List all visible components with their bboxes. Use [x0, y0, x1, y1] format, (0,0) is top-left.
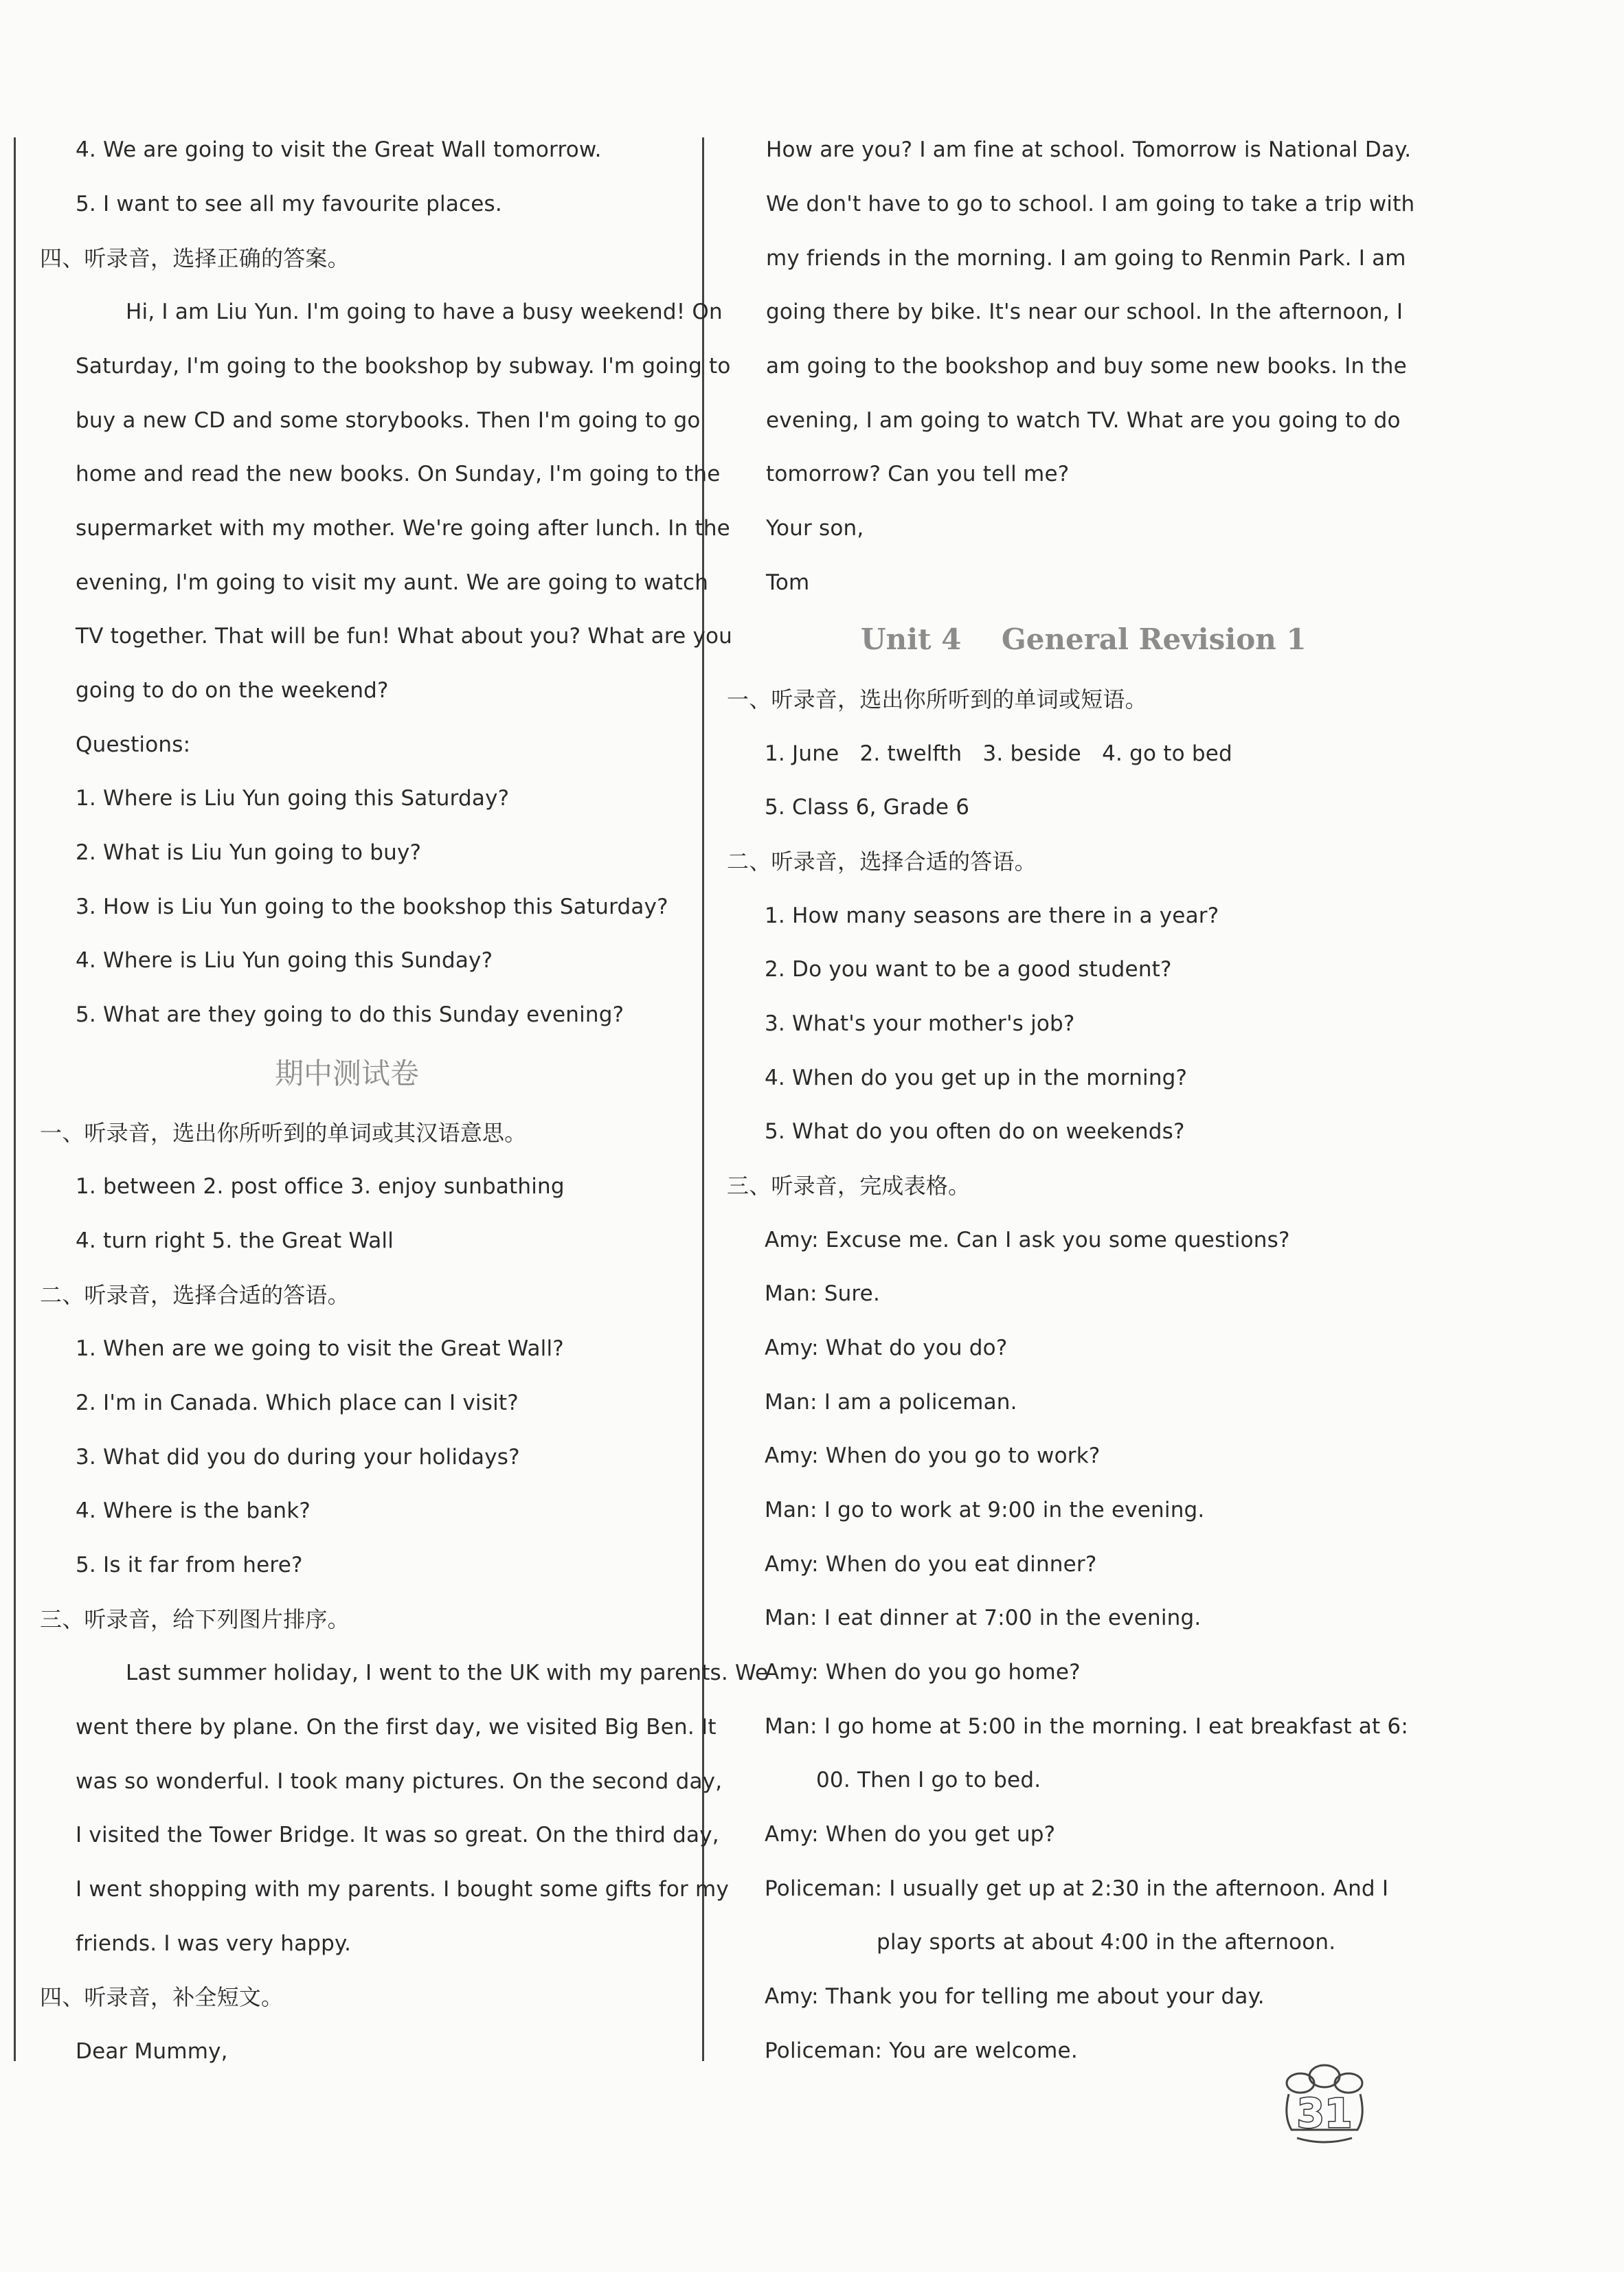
text-line: am going to the bookshop and buy some new books. In the — [766, 354, 1407, 379]
text-line: going there by bike. It's near our school. In the afternoon, I — [766, 300, 1403, 324]
text-line: Your son, — [766, 516, 864, 541]
text-line: 4. turn right 5. the Great Wall — [76, 1228, 394, 1253]
text-line: 3. How is Liu Yun going to the bookshop this Saturday? — [76, 895, 668, 919]
text-line: Saturday, I'm going to the bookshop by subway. I'm going to — [76, 354, 731, 379]
page-number: 31 — [1296, 2090, 1353, 2137]
text-line: Amy: When do you go home? — [765, 1660, 1081, 1685]
text-line: my friends in the morning. I am going to Renmin Park. I am — [766, 246, 1406, 271]
text-line: 3. What did you do during your holidays? — [76, 1445, 520, 1470]
text-line: 1. June 2. twelfth 3. beside 4. go to bed — [765, 741, 1232, 766]
text-line: Amy: Thank you for telling me about your day. — [765, 1984, 1265, 2009]
text-line: going to do on the weekend? — [76, 678, 389, 703]
section-heading: 四、听录音，补全短文。 — [40, 1984, 284, 2010]
text-line: 1. between 2. post office 3. enjoy sunbathing — [76, 1174, 565, 1199]
text-line: 00. Then I go to bed. — [816, 1768, 1041, 1792]
text-line: Amy: When do you get up? — [765, 1822, 1056, 1847]
text-line: 2. I'm in Canada. Which place can I visit? — [76, 1391, 519, 1415]
text-line: tomorrow? Can you tell me? — [766, 462, 1070, 486]
text-line: Man: I go home at 5:00 in the morning. I eat breakfast at 6: — [765, 1714, 1408, 1739]
text-line: I visited the Tower Bridge. It was so great. On the third day, — [76, 1823, 719, 1847]
text-line: friends. I was very happy. — [76, 1931, 352, 1956]
text-line: 3. What's your mother's job? — [765, 1011, 1075, 1036]
text-line: 4. Where is Liu Yun going this Sunday? — [76, 948, 493, 973]
text-line: Amy: When do you go to work? — [765, 1443, 1101, 1468]
text-line: I went shopping with my parents. I bought some gifts for my — [76, 1877, 729, 1902]
text-line: Man: I eat dinner at 7:00 in the evening. — [765, 1606, 1202, 1630]
text-line: Tom — [766, 570, 810, 595]
text-line: 2. Do you want to be a good student? — [765, 957, 1172, 982]
text-line: Last summer holiday, I went to the UK with my parents. We — [126, 1661, 769, 1685]
text-line: 5. Class 6, Grade 6 — [765, 795, 970, 820]
text-line: Policeman: I usually get up at 2:30 in the afternoon. And I — [765, 1876, 1389, 1901]
text-line: play sports at about 4:00 in the afternoon. — [877, 1930, 1336, 1955]
text-line: Man: I go to work at 9:00 in the evening. — [765, 1498, 1205, 1522]
text-line: 1. How many seasons are there in a year? — [765, 903, 1219, 928]
text-line: 5. What are they going to do this Sunday evening? — [76, 1002, 624, 1027]
text-line: was so wonderful. I took many pictures. On the second day, — [76, 1769, 723, 1794]
text-line: home and read the new books. On Sunday, I'm going to the — [76, 462, 721, 486]
section-heading: 三、听录音，完成表格。 — [727, 1173, 971, 1199]
text-line: went there by plane. On the first day, we visited Big Ben. It — [76, 1715, 717, 1740]
section-heading: 二、听录音，选择合适的答语。 — [40, 1282, 350, 1308]
text-line: How are you? I am fine at school. Tomorrow is National Day. — [766, 137, 1412, 162]
text-line: We don't have to go to school. I am going to take a trip with — [766, 192, 1415, 216]
text-line: 5. Is it far from here? — [76, 1553, 303, 1577]
section-heading: 一、听录音，选出你所听到的单词或其汉语意思。 — [40, 1120, 527, 1146]
text-line: Hi, I am Liu Yun. I'm going to have a busy weekend! On — [126, 300, 723, 324]
text-line: 1. Where is Liu Yun going this Saturday? — [76, 786, 510, 811]
left-margin-rule — [14, 137, 16, 2061]
section-heading: 二、听录音，选择合适的答语。 — [727, 848, 1037, 875]
section-heading: 三、听录音，给下列图片排序。 — [40, 1606, 350, 1632]
text-line: Questions: — [76, 732, 191, 757]
page-number-badge — [1276, 2061, 1373, 2150]
section-heading: 四、听录音，选择正确的答案。 — [40, 245, 350, 271]
text-line: 1. When are we going to visit the Great Wall? — [76, 1336, 564, 1361]
text-line: Man: I am a policeman. — [765, 1390, 1017, 1415]
text-line: Amy: What do you do? — [765, 1336, 1008, 1360]
text-line: TV together. That will be fun! What about you? What are you — [76, 624, 732, 649]
text-line: Amy: When do you eat dinner? — [765, 1552, 1097, 1577]
text-line: 5. I want to see all my favourite places. — [76, 192, 502, 216]
text-line: Policeman: You are welcome. — [765, 2038, 1078, 2063]
text-line: evening, I'm going to visit my aunt. We are going to watch — [76, 570, 709, 595]
section-heading: 一、听录音，选出你所听到的单词或短语。 — [727, 686, 1147, 712]
text-line: Man: Sure. — [765, 1281, 881, 1306]
text-line: buy a new CD and some storybooks. Then I'm going to go — [76, 408, 701, 433]
text-line: 2. What is Liu Yun going to buy? — [76, 840, 422, 865]
text-line: Dear Mummy, — [76, 2039, 228, 2064]
text-line: evening, I am going to watch TV. What are you going to do — [766, 408, 1401, 433]
text-line: 4. When do you get up in the morning? — [765, 1066, 1188, 1090]
section-title: 期中测试卷 — [275, 1057, 420, 1090]
section-title: Unit 4 General Revision 1 — [861, 622, 1307, 656]
text-line: Amy: Excuse me. Can I ask you some questions? — [765, 1228, 1290, 1252]
text-line: 5. What do you often do on weekends? — [765, 1119, 1185, 1144]
text-line: 4. Where is the bank? — [76, 1498, 311, 1523]
text-line: 4. We are going to visit the Great Wall tomorrow. — [76, 137, 602, 162]
text-line: supermarket with my mother. We're going after lunch. In the — [76, 516, 730, 541]
